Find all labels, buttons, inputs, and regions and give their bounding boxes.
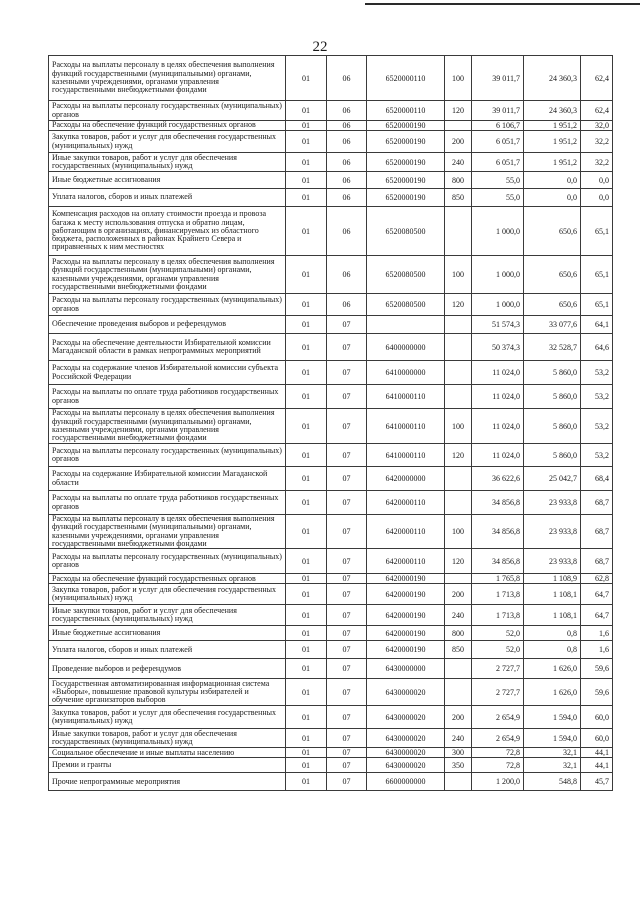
cell-section: 01 — [286, 549, 327, 574]
cell-subsection: 07 — [327, 584, 367, 605]
cell-planned: 11 024,0 — [472, 409, 524, 444]
cell-planned: 39 011,7 — [472, 101, 524, 121]
cell-subsection: 07 — [327, 574, 367, 584]
cell-target-article: 6430000000 — [367, 659, 445, 679]
cell-expense-type: 350 — [445, 758, 472, 773]
cell-section: 01 — [286, 101, 327, 121]
cell-name: Расходы на выплаты персоналу в целях обеспечения выполнения функций государственными (муниципальными) органами, казенными учреждениями, органами управления государственными внебюджетными фондами — [49, 56, 286, 101]
cell-name: Прочие непрограммные мероприятия — [49, 773, 286, 791]
cell-name: Расходы на выплаты по оплате труда работников государственных органов — [49, 385, 286, 409]
cell-section: 01 — [286, 207, 327, 256]
table-row — [49, 626, 613, 641]
cell-executed: 5 860,0 — [524, 444, 581, 467]
cell-expense-type: 200 — [445, 706, 472, 729]
cell-subsection: 07 — [327, 385, 367, 409]
table-row — [49, 659, 613, 679]
cell-subsection: 06 — [327, 172, 367, 189]
cell-name: Расходы на содержание Избирательной комиссии Магаданской области — [49, 467, 286, 491]
cell-section: 01 — [286, 189, 327, 207]
cell-planned: 36 622,6 — [472, 467, 524, 491]
cell-executed: 1 951,2 — [524, 153, 581, 172]
table-row — [49, 574, 613, 584]
table-row — [49, 758, 613, 773]
table-row — [49, 56, 613, 101]
cell-planned: 72,8 — [472, 748, 524, 758]
cell-target-article — [367, 316, 445, 334]
cell-subsection: 07 — [327, 549, 367, 574]
cell-expense-type — [445, 385, 472, 409]
cell-section: 01 — [286, 56, 327, 101]
cell-section: 01 — [286, 626, 327, 641]
cell-subsection: 06 — [327, 131, 367, 153]
cell-subsection: 06 — [327, 207, 367, 256]
cell-expense-type: 240 — [445, 605, 472, 626]
cell-executed: 1 951,2 — [524, 131, 581, 153]
cell-planned: 2 727,7 — [472, 659, 524, 679]
cell-executed: 1 951,2 — [524, 121, 581, 131]
cell-expense-type — [445, 361, 472, 385]
cell-planned: 52,0 — [472, 641, 524, 659]
cell-expense-type — [445, 467, 472, 491]
cell-target-article: 6600000000 — [367, 773, 445, 791]
cell-percent: 68,7 — [581, 549, 613, 574]
cell-expense-type — [445, 659, 472, 679]
cell-expense-type: 850 — [445, 641, 472, 659]
cell-section: 01 — [286, 121, 327, 131]
table-row — [49, 773, 613, 791]
cell-target-article: 6420000190 — [367, 574, 445, 584]
cell-name: Государственная автоматизированная информационная система «Выборы», повышение правовой культуры избирателей и обучение организаторов выборов — [49, 679, 286, 706]
cell-name: Уплата налогов, сборов и иных платежей — [49, 189, 286, 207]
cell-subsection: 07 — [327, 706, 367, 729]
cell-executed: 650,6 — [524, 256, 581, 294]
cell-executed: 33 077,6 — [524, 316, 581, 334]
cell-percent: 59,6 — [581, 679, 613, 706]
cell-percent: 32,2 — [581, 131, 613, 153]
cell-expense-type: 100 — [445, 515, 472, 549]
cell-section: 01 — [286, 334, 327, 361]
cell-executed: 1 108,1 — [524, 605, 581, 626]
cell-planned: 52,0 — [472, 626, 524, 641]
cell-executed: 1 108,1 — [524, 584, 581, 605]
table-row — [49, 584, 613, 605]
cell-expense-type: 120 — [445, 101, 472, 121]
cell-percent: 65,1 — [581, 207, 613, 256]
cell-percent: 60,0 — [581, 729, 613, 748]
cell-planned: 55,0 — [472, 189, 524, 207]
cell-name: Уплата налогов, сборов и иных платежей — [49, 641, 286, 659]
cell-subsection: 07 — [327, 773, 367, 791]
cell-target-article: 6420000190 — [367, 641, 445, 659]
cell-subsection: 07 — [327, 626, 367, 641]
cell-executed: 32,1 — [524, 758, 581, 773]
cell-planned: 6 106,7 — [472, 121, 524, 131]
cell-executed: 1 626,0 — [524, 679, 581, 706]
table-row — [49, 679, 613, 706]
cell-section: 01 — [286, 131, 327, 153]
cell-section: 01 — [286, 773, 327, 791]
cell-expense-type: 300 — [445, 748, 472, 758]
cell-name: Закупка товаров, работ и услуг для обеспечения государственных (муниципальных) нужд — [49, 706, 286, 729]
cell-planned: 11 024,0 — [472, 444, 524, 467]
cell-name: Социальное обеспечение и иные выплаты населению — [49, 748, 286, 758]
cell-planned: 2 654,9 — [472, 706, 524, 729]
table-row — [49, 207, 613, 256]
cell-expense-type — [445, 334, 472, 361]
cell-percent: 32,0 — [581, 121, 613, 131]
cell-planned: 6 051,7 — [472, 153, 524, 172]
cell-subsection: 07 — [327, 758, 367, 773]
cell-executed: 32 528,7 — [524, 334, 581, 361]
cell-target-article: 6520080500 — [367, 207, 445, 256]
cell-executed: 650,6 — [524, 207, 581, 256]
cell-expense-type: 200 — [445, 131, 472, 153]
cell-subsection: 07 — [327, 679, 367, 706]
cell-section: 01 — [286, 706, 327, 729]
cell-percent: 62,4 — [581, 56, 613, 101]
cell-target-article: 6420000110 — [367, 515, 445, 549]
cell-section: 01 — [286, 294, 327, 316]
table-row — [49, 189, 613, 207]
cell-target-article: 6420000110 — [367, 549, 445, 574]
cell-percent: 64,7 — [581, 605, 613, 626]
cell-target-article: 6400000000 — [367, 334, 445, 361]
cell-name: Иные закупки товаров, работ и услуг для обеспечения государственных (муниципальных) нужд — [49, 605, 286, 626]
cell-executed: 24 360,3 — [524, 101, 581, 121]
cell-name: Иные бюджетные ассигнования — [49, 172, 286, 189]
cell-expense-type: 850 — [445, 189, 472, 207]
cell-executed: 0,0 — [524, 172, 581, 189]
cell-planned: 1 713,8 — [472, 584, 524, 605]
cell-section: 01 — [286, 679, 327, 706]
cell-expense-type: 800 — [445, 626, 472, 641]
table-row — [49, 361, 613, 385]
cell-name: Премии и гранты — [49, 758, 286, 773]
cell-name: Компенсация расходов на оплату стоимости проезда и провоза багажа к месту использования отпуска и обратно лицам, работающим в организациях, финансируемых из областного бюджета, расположенных в районах Крайнего Севера и приравненных к ним местностях — [49, 207, 286, 256]
cell-name: Расходы на выплаты персоналу государственных (муниципальных) органов — [49, 101, 286, 121]
table-row — [49, 641, 613, 659]
cell-executed: 23 933,8 — [524, 549, 581, 574]
cell-target-article: 6410000110 — [367, 409, 445, 444]
cell-target-article: 6420000190 — [367, 605, 445, 626]
cell-section: 01 — [286, 385, 327, 409]
cell-percent: 62,4 — [581, 101, 613, 121]
cell-percent: 68,4 — [581, 467, 613, 491]
cell-percent: 1,6 — [581, 641, 613, 659]
cell-percent: 1,6 — [581, 626, 613, 641]
table-row — [49, 515, 613, 549]
cell-target-article: 6520000110 — [367, 101, 445, 121]
cell-planned: 1 200,0 — [472, 773, 524, 791]
cell-section: 01 — [286, 641, 327, 659]
cell-name: Расходы на выплаты персоналу в целях обеспечения выполнения функций государственными (муниципальными) органами, казенными учреждениями, органами управления государственными внебюджетными фондами — [49, 256, 286, 294]
cell-name: Расходы на выплаты персоналу в целях обеспечения выполнения функций государственными (муниципальными) органами, казенными учреждениями, органами управления государственными внебюджетными фондами — [49, 409, 286, 444]
cell-planned: 11 024,0 — [472, 361, 524, 385]
cell-name: Расходы на содержание членов Избирательной комиссии субъекта Российской Федерации — [49, 361, 286, 385]
cell-section: 01 — [286, 316, 327, 334]
cell-executed: 0,8 — [524, 641, 581, 659]
cell-name: Расходы на обеспечение деятельности Избирательной комиссии Магаданской области в рамках непрограммных мероприятий — [49, 334, 286, 361]
cell-percent: 0,0 — [581, 172, 613, 189]
cell-percent: 64,6 — [581, 334, 613, 361]
cell-section: 01 — [286, 409, 327, 444]
cell-percent: 60,0 — [581, 706, 613, 729]
cell-percent: 44,1 — [581, 758, 613, 773]
cell-executed: 5 860,0 — [524, 361, 581, 385]
cell-subsection: 07 — [327, 409, 367, 444]
cell-percent: 64,1 — [581, 316, 613, 334]
table-row — [49, 256, 613, 294]
cell-subsection: 07 — [327, 729, 367, 748]
cell-subsection: 06 — [327, 153, 367, 172]
cell-percent: 53,2 — [581, 385, 613, 409]
cell-planned: 1 000,0 — [472, 207, 524, 256]
cell-percent: 65,1 — [581, 256, 613, 294]
cell-target-article: 6520000190 — [367, 121, 445, 131]
table-row — [49, 748, 613, 758]
table-row — [49, 131, 613, 153]
cell-executed: 5 860,0 — [524, 385, 581, 409]
table-row — [49, 153, 613, 172]
cell-executed: 5 860,0 — [524, 409, 581, 444]
cell-section: 01 — [286, 361, 327, 385]
table-row — [49, 121, 613, 131]
cell-expense-type: 120 — [445, 294, 472, 316]
cell-subsection: 07 — [327, 316, 367, 334]
cell-executed: 32,1 — [524, 748, 581, 758]
cell-target-article: 6430000020 — [367, 729, 445, 748]
cell-expense-type — [445, 679, 472, 706]
cell-section: 01 — [286, 491, 327, 515]
cell-subsection: 07 — [327, 748, 367, 758]
cell-executed: 1 594,0 — [524, 706, 581, 729]
cell-executed: 23 933,8 — [524, 491, 581, 515]
cell-planned: 34 856,8 — [472, 549, 524, 574]
cell-section: 01 — [286, 605, 327, 626]
cell-executed: 24 360,3 — [524, 56, 581, 101]
cell-name: Закупка товаров, работ и услуг для обеспечения государственных (муниципальных) нужд — [49, 131, 286, 153]
cell-target-article: 6520000190 — [367, 172, 445, 189]
cell-percent: 53,2 — [581, 444, 613, 467]
cell-expense-type: 240 — [445, 153, 472, 172]
cell-executed: 548,8 — [524, 773, 581, 791]
cell-planned: 55,0 — [472, 172, 524, 189]
cell-percent: 68,7 — [581, 515, 613, 549]
cell-expense-type: 200 — [445, 584, 472, 605]
cell-subsection: 07 — [327, 334, 367, 361]
cell-target-article: 6420000190 — [367, 584, 445, 605]
cell-planned: 51 574,3 — [472, 316, 524, 334]
cell-name: Иные закупки товаров, работ и услуг для обеспечения государственных (муниципальных) нужд — [49, 153, 286, 172]
cell-section: 01 — [286, 729, 327, 748]
table-row — [49, 334, 613, 361]
cell-expense-type — [445, 491, 472, 515]
cell-executed: 1 108,9 — [524, 574, 581, 584]
cell-target-article: 6520000110 — [367, 56, 445, 101]
cell-expense-type: 100 — [445, 56, 472, 101]
table-row — [49, 385, 613, 409]
cell-subsection: 07 — [327, 659, 367, 679]
table-row — [49, 101, 613, 121]
cell-target-article: 6520080500 — [367, 256, 445, 294]
cell-percent: 62,8 — [581, 574, 613, 584]
cell-planned: 2 727,7 — [472, 679, 524, 706]
table-row — [49, 316, 613, 334]
cell-expense-type — [445, 316, 472, 334]
cell-target-article: 6420000190 — [367, 626, 445, 641]
cell-planned: 11 024,0 — [472, 385, 524, 409]
cell-name: Иные закупки товаров, работ и услуг для обеспечения государственных (муниципальных) нужд — [49, 729, 286, 748]
table-row — [49, 294, 613, 316]
cell-target-article: 6520080500 — [367, 294, 445, 316]
cell-name: Расходы на выплаты персоналу государственных (муниципальных) органов — [49, 444, 286, 467]
cell-planned: 1 000,0 — [472, 294, 524, 316]
cell-section: 01 — [286, 758, 327, 773]
cell-percent: 59,6 — [581, 659, 613, 679]
cell-section: 01 — [286, 584, 327, 605]
budget-table — [48, 55, 613, 791]
cell-planned: 1 765,8 — [472, 574, 524, 584]
cell-expense-type: 800 — [445, 172, 472, 189]
cell-section: 01 — [286, 153, 327, 172]
cell-planned: 6 051,7 — [472, 131, 524, 153]
cell-target-article: 6430000020 — [367, 748, 445, 758]
cell-subsection: 06 — [327, 189, 367, 207]
cell-name: Расходы на выплаты персоналу государственных (муниципальных) органов — [49, 294, 286, 316]
cell-target-article: 6410000110 — [367, 444, 445, 467]
cell-executed: 1 594,0 — [524, 729, 581, 748]
cell-target-article: 6430000020 — [367, 706, 445, 729]
cell-planned: 2 654,9 — [472, 729, 524, 748]
cell-expense-type — [445, 773, 472, 791]
cell-section: 01 — [286, 659, 327, 679]
cell-planned: 72,8 — [472, 758, 524, 773]
table-row — [49, 444, 613, 467]
cell-percent: 32,2 — [581, 153, 613, 172]
cell-planned: 39 011,7 — [472, 56, 524, 101]
cell-planned: 34 856,8 — [472, 515, 524, 549]
cell-subsection: 07 — [327, 641, 367, 659]
cell-expense-type: 120 — [445, 444, 472, 467]
cell-target-article: 6520000190 — [367, 189, 445, 207]
cell-expense-type: 120 — [445, 549, 472, 574]
cell-executed: 23 933,8 — [524, 515, 581, 549]
cell-planned: 50 374,3 — [472, 334, 524, 361]
cell-executed: 0,8 — [524, 626, 581, 641]
cell-executed: 650,6 — [524, 294, 581, 316]
cell-subsection: 07 — [327, 361, 367, 385]
cell-expense-type: 100 — [445, 409, 472, 444]
cell-target-article: 6420000000 — [367, 467, 445, 491]
table-row — [49, 172, 613, 189]
cell-name: Проведение выборов и референдумов — [49, 659, 286, 679]
cell-subsection: 06 — [327, 294, 367, 316]
table-row — [49, 706, 613, 729]
cell-section: 01 — [286, 574, 327, 584]
cell-percent: 0,0 — [581, 189, 613, 207]
cell-target-article: 6520000190 — [367, 153, 445, 172]
table-row — [49, 491, 613, 515]
cell-section: 01 — [286, 748, 327, 758]
table-row — [49, 409, 613, 444]
cell-subsection: 06 — [327, 121, 367, 131]
cell-name: Иные бюджетные ассигнования — [49, 626, 286, 641]
cell-subsection: 07 — [327, 491, 367, 515]
page-top-rule — [365, 3, 640, 5]
cell-subsection: 07 — [327, 467, 367, 491]
cell-expense-type — [445, 207, 472, 256]
cell-name: Обеспечение проведения выборов и референдумов — [49, 316, 286, 334]
cell-target-article: 6430000020 — [367, 679, 445, 706]
table-row — [49, 467, 613, 491]
cell-subsection: 06 — [327, 101, 367, 121]
cell-subsection: 06 — [327, 256, 367, 294]
cell-name: Расходы на выплаты по оплате труда работников государственных органов — [49, 491, 286, 515]
cell-name: Расходы на выплаты персоналу государственных (муниципальных) органов — [49, 549, 286, 574]
cell-name: Закупка товаров, работ и услуг для обеспечения государственных (муниципальных) нужд — [49, 584, 286, 605]
cell-executed: 1 626,0 — [524, 659, 581, 679]
cell-subsection: 07 — [327, 605, 367, 626]
table-row — [49, 729, 613, 748]
cell-section: 01 — [286, 515, 327, 549]
table-row — [49, 605, 613, 626]
page-number: 22 — [312, 39, 328, 55]
cell-planned: 1 000,0 — [472, 256, 524, 294]
cell-section: 01 — [286, 444, 327, 467]
cell-subsection: 06 — [327, 56, 367, 101]
cell-percent: 68,7 — [581, 491, 613, 515]
table-row — [49, 549, 613, 574]
cell-target-article: 6520000190 — [367, 131, 445, 153]
cell-executed: 0,0 — [524, 189, 581, 207]
cell-percent: 64,7 — [581, 584, 613, 605]
cell-target-article: 6430000020 — [367, 758, 445, 773]
cell-subsection: 07 — [327, 444, 367, 467]
cell-percent: 53,2 — [581, 361, 613, 385]
cell-expense-type: 100 — [445, 256, 472, 294]
cell-section: 01 — [286, 467, 327, 491]
cell-name: Расходы на выплаты персоналу в целях обеспечения выполнения функций государственными (муниципальными) органами, казенными учреждениями, органами управления государственными внебюджетными фондами — [49, 515, 286, 549]
cell-section: 01 — [286, 172, 327, 189]
cell-section: 01 — [286, 256, 327, 294]
cell-target-article: 6410000000 — [367, 361, 445, 385]
cell-executed: 25 042,7 — [524, 467, 581, 491]
cell-subsection: 07 — [327, 515, 367, 549]
cell-percent: 65,1 — [581, 294, 613, 316]
cell-percent: 45,7 — [581, 773, 613, 791]
cell-target-article: 6410000110 — [367, 385, 445, 409]
cell-planned: 1 713,8 — [472, 605, 524, 626]
cell-expense-type: 240 — [445, 729, 472, 748]
cell-target-article: 6420000110 — [367, 491, 445, 515]
cell-percent: 53,2 — [581, 409, 613, 444]
cell-expense-type — [445, 121, 472, 131]
cell-name: Расходы на обеспечение функций государственных органов — [49, 121, 286, 131]
cell-name: Расходы на обеспечение функций государственных органов — [49, 574, 286, 584]
cell-planned: 34 856,8 — [472, 491, 524, 515]
cell-percent: 44,1 — [581, 748, 613, 758]
cell-expense-type — [445, 574, 472, 584]
